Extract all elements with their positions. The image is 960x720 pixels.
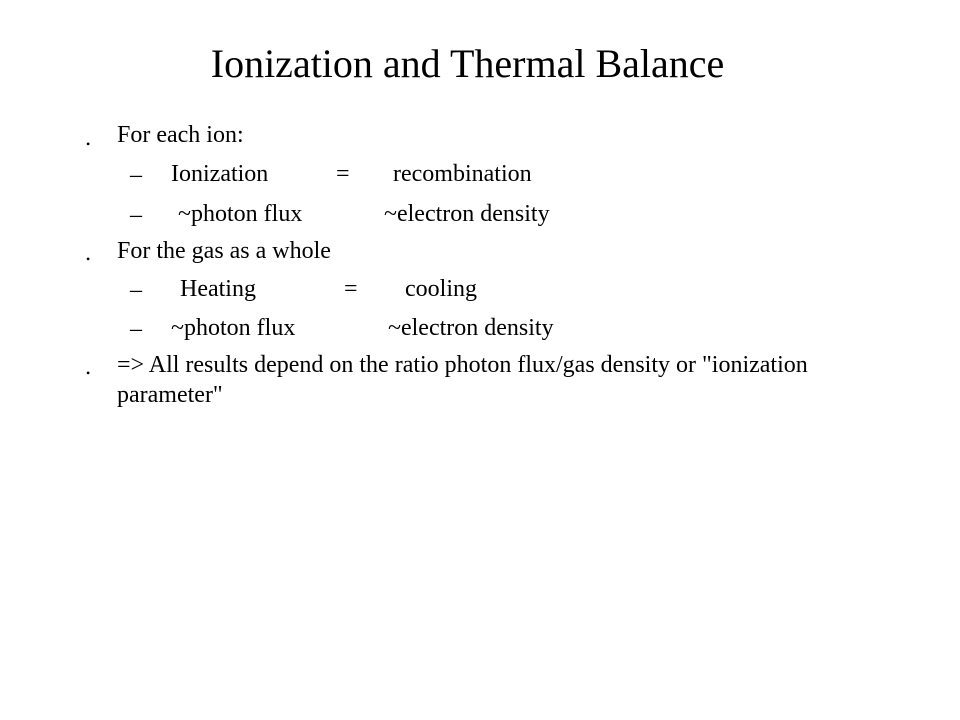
bullet-text-gas-whole: For the gas as a whole bbox=[117, 238, 331, 264]
sub-line-3-left: Heating bbox=[180, 276, 256, 302]
bullet-icon bbox=[86, 140, 94, 148]
sub-line-1-left: Ionization bbox=[171, 161, 269, 187]
sub-line-1-right: recombination bbox=[393, 161, 532, 187]
sub-line-2-right: ~electron density bbox=[384, 201, 550, 227]
bullet-text-ionization-parameter: => All results depend on the ratio photon flux/gas density or "ionization parameter" bbox=[117, 352, 808, 408]
sub-line-3-right: cooling bbox=[405, 276, 477, 302]
bullet-icon bbox=[86, 255, 94, 263]
sub-line-4-left: ~photon flux bbox=[171, 315, 296, 341]
sub-line-1-mid: = bbox=[336, 161, 350, 187]
bullet-text-each-ion: For each ion: bbox=[117, 122, 244, 148]
dash-icon: – bbox=[130, 162, 142, 188]
sub-line-2-left: ~photon flux bbox=[178, 201, 303, 227]
bullet-icon bbox=[86, 369, 94, 377]
sub-line-4-right: ~electron density bbox=[388, 315, 554, 341]
slide-title: Ionization and Thermal Balance bbox=[210, 41, 725, 86]
dash-icon: – bbox=[130, 277, 142, 303]
dash-icon: – bbox=[130, 316, 142, 342]
sub-line-3-mid: = bbox=[344, 276, 358, 302]
dash-icon: – bbox=[130, 202, 142, 228]
